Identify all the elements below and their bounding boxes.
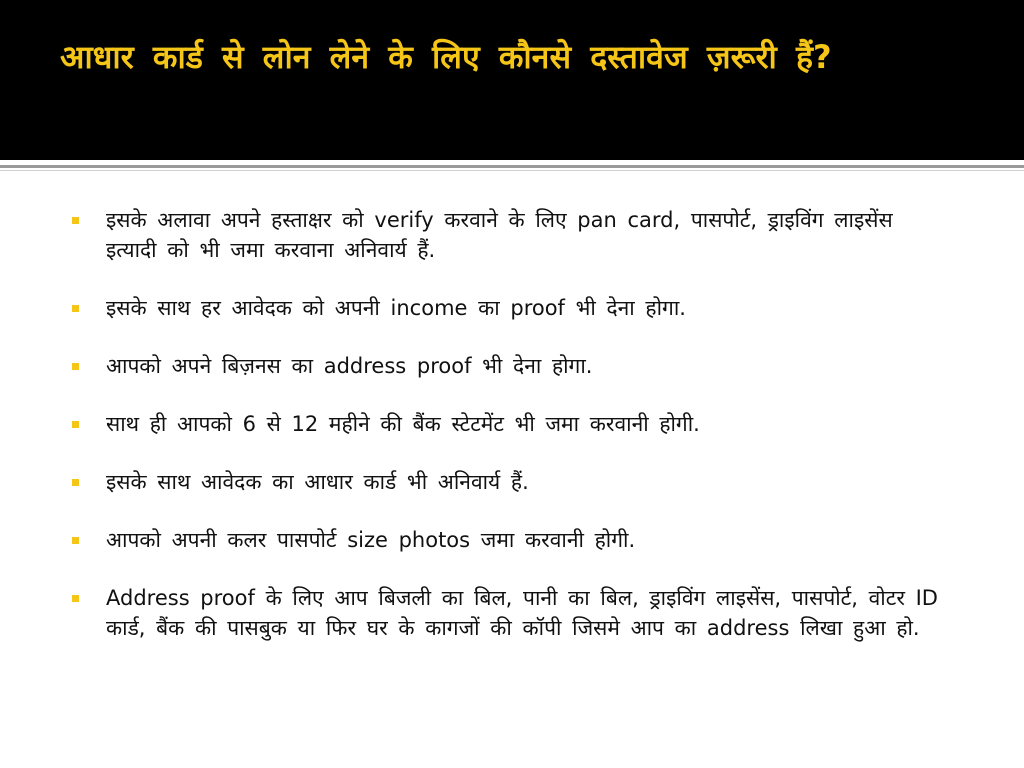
title-bar bbox=[0, 0, 1024, 160]
bullet-marker-icon bbox=[72, 421, 79, 428]
bullet-text: इसके साथ हर आवेदक को अपनी income का proof भी देना होगा. bbox=[106, 296, 686, 320]
bullet-item bbox=[72, 525, 952, 555]
bullet-marker-icon bbox=[72, 363, 79, 370]
bullet-marker-icon bbox=[72, 537, 79, 544]
bullet-text: Address proof के लिए आप बिजली का बिल, पानी का बिल, ड्राइविंग लाइसेंस, पासपोर्ट, वोटर ID कार्ड, बैंक की पासबुक या फिर घर के कागजों की कॉपी जिसमे आप का address लिखा हुआ हो. bbox=[106, 586, 938, 640]
bullet-marker-icon bbox=[72, 595, 79, 602]
bullet-item bbox=[72, 293, 952, 323]
bullet-text: इसके साथ आवेदक का आधार कार्ड भी अनिवार्य हैं. bbox=[106, 470, 529, 494]
slide-title: आधार कार्ड से लोन लेने के लिए कौनसे दस्तावेज ज़रूरी हैं? bbox=[60, 38, 832, 76]
bullet-marker-icon bbox=[72, 479, 79, 486]
title-divider bbox=[0, 165, 1024, 168]
title-divider-thin bbox=[0, 170, 1024, 171]
bullet-marker-icon bbox=[72, 305, 79, 312]
bullet-item bbox=[72, 467, 952, 497]
bullet-text: साथ ही आपको 6 से 12 महीने की बैंक स्टेटमेंट भी जमा करवानी होगी. bbox=[106, 412, 700, 436]
bullet-item bbox=[72, 205, 952, 265]
bullet-marker-icon bbox=[72, 217, 79, 224]
bullet-item bbox=[72, 409, 952, 439]
bullet-list bbox=[72, 205, 952, 669]
bullet-text: इसके अलावा अपने हस्ताक्षर को verify करवाने के लिए pan card, पासपोर्ट, ड्राइविंग लाइसेंस इत्यादी को भी जमा करवाना अनिवार्य हैं. bbox=[106, 208, 893, 262]
bullet-text: आपको अपने बिज़नस का address proof भी देना होगा. bbox=[106, 354, 593, 378]
bullet-item bbox=[72, 583, 952, 643]
bullet-item bbox=[72, 351, 952, 381]
bullet-text: आपको अपनी कलर पासपोर्ट size photos जमा करवानी होगी. bbox=[106, 528, 636, 552]
